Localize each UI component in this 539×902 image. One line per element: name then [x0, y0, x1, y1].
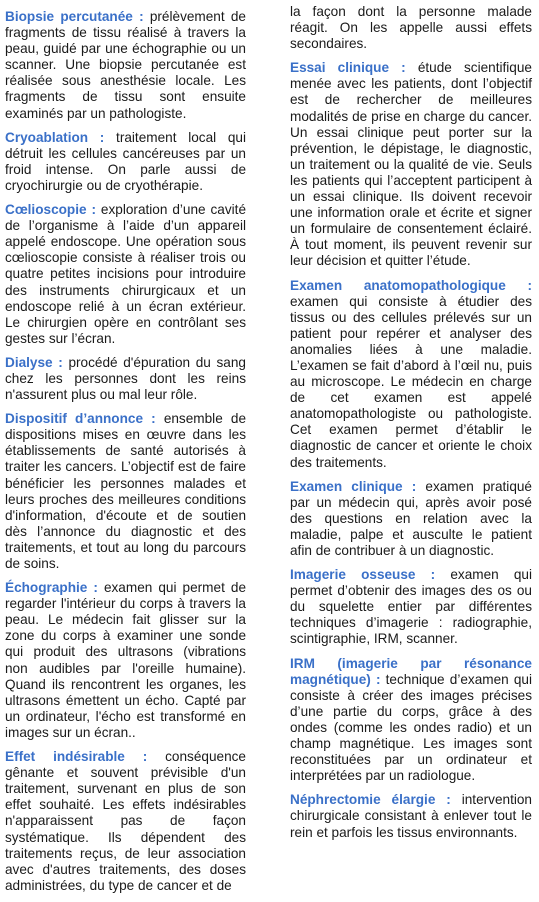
glossary-entry-coelioscopie	[5, 202, 246, 347]
glossary-definition: intervention chirurgicale consistant à enlever tout le rein et parfois les tissus environnants.	[290, 792, 532, 840]
glossary-definition: étude scientifique menée avec les patients, dont l’objectif est de rechercher de meilleures modalités de prise en charge du cancer. Un essai clinique peut porter sur la prévention, le dépistage, le diagnostic, un traitement ou la qualité de vie. Seuls les patients qui l’acceptent participent à un essai clinique. Ils doivent recevoir une information orale et écrite et signer un formulaire de consentement éclairé. À tout moment, ils peuvent revenir sur leur décision et quitter l’étude.	[290, 60, 532, 269]
glossary-term: Effet indésirable :	[5, 749, 148, 765]
glossary-entry-examen-clinique	[290, 479, 532, 559]
glossary-term: Cœlioscopie :	[5, 202, 97, 218]
glossary-entry-nephrectomie	[290, 792, 532, 840]
glossary-entry-irm	[290, 656, 532, 785]
glossary-definition: examen qui permet d’obtenir des images des os ou du squelette entier par différentes techniques d’imagerie : radiographie, scintigraphie, IRM, scanner.	[290, 567, 533, 647]
glossary-term: Examen clinique :	[290, 478, 417, 494]
glossary-definition: exploration d’une cavité de l’organisme à l’aide d’un appareil appelé endoscope. Une opération sous cœlioscopie consiste à réaliser trois ou quatre petites incisions pour introduire des instruments chirurgicaux et un endoscope relié à un écran extérieur. Le chirurgien opère en contrôlant ses gestes sur l’écran.	[5, 202, 247, 346]
glossary-term: Cryoablation :	[5, 129, 105, 145]
glossary-definition: la façon dont la personne malade réagit. On les appelle aussi effets secondaires.	[290, 4, 532, 52]
glossary-entry-essai-clinique	[290, 60, 532, 269]
glossary-term: IRM (imagerie par résonance magnétique) :	[290, 655, 532, 687]
glossary-entry-imagerie-osseuse	[290, 567, 532, 647]
glossary-entry-cryoablation	[5, 130, 246, 194]
glossary-entry-dispositif-annonce	[5, 411, 246, 572]
glossary-term: Néphrectomie élargie :	[290, 792, 451, 808]
glossary-definition: examen qui permet de regarder l'intérieur du corps à travers la peau. Le médecin fait glisser sur la zone du corps à examiner une sonde qui produit des ultrasons (vibrations non audibles par l'oreille humaine). Quand ils rencontrent les organes, les ultrasons émettent un écho. Capté par un ordinateur, l'écho est transformé en images sur un écran..	[5, 580, 247, 740]
glossary-entry-dialyse	[5, 355, 246, 403]
glossary-definition: examen qui consiste à étudier des tissus ou des cellules prélevés sur un patient pour repérer et analyser des anomalies liées à une maladie. L’examen se fait d’abord à l’œil nu, puis au microscope. Le médecin en charge de cet examen est appelé anatomopathologiste ou pathologiste. Cet examen permet d’établir le diagnostic de cancer et oriente le choix des traitements.	[290, 293, 532, 470]
glossary-term: Examen anatomopathologique :	[290, 277, 532, 293]
glossary-term: Échographie :	[5, 580, 98, 596]
glossary-entry-echographie	[5, 580, 246, 741]
glossary-definition: prélèvement de fragments de tissu réalisé à travers la peau, guidé par une échographie ou un scanner. Une biopsie percutanée est réalisée sous anesthésie locale. Les fragments de tissu sont ensuite examinés par un pathologiste.	[5, 9, 246, 121]
glossary-entry-examen-anatomopathologique	[290, 278, 532, 471]
glossary-definition: technique d’examen qui consiste à créer des images précises d’une partie du corps, grâce à des ondes (comme les ondes radio) et un champ magnétique. Les images sont reconstituées par un ordinateur et interprétées par un radiologue.	[290, 671, 532, 784]
glossary-right-column	[290, 4, 532, 849]
glossary-definition: traitement local qui détruit les cellules cancéreuses par un froid intense. On parle aussi de cryochirurgie ou de cryothérapie.	[5, 129, 247, 193]
glossary-definition: examen pratiqué par un médecin qui, après avoir posé des questions en relation avec la maladie, palpe et ausculte le patient afin de contribuer à un diagnostic.	[290, 478, 532, 558]
glossary-definition: conséquence gênante et souvent prévisible d'un traitement, survenant en plus de son effet souhaité. Les effets indésirables n'apparaissent pas de façon systématique. Ils dépendent des traitements reçus, de leur association avec d'autres traitements, des doses administrées, du type de cancer et de	[5, 749, 246, 893]
glossary-term: Imagerie osseuse :	[290, 567, 436, 583]
glossary-definition: ensemble de dispositions mises en œuvre dans les établissements de santé autorisés à traiter les cancers. L’objectif est de faire bénéficier les personnes malades et leurs proches des meilleures conditions d'information, d'écoute et de soutien dès l’annonce du diagnostic et des traitements, et tout au long du parcours de soins.	[5, 411, 246, 571]
glossary-term: Dispositif d’annonce :	[5, 411, 156, 427]
glossary-term: Dialyse :	[5, 354, 63, 370]
glossary-entry-continuation	[290, 4, 532, 52]
glossary-left-column	[5, 9, 246, 902]
glossary-term: Essai clinique :	[290, 60, 406, 76]
glossary-term: Biopsie percutanée :	[5, 9, 144, 24]
glossary-entry-effet-indesirable	[5, 749, 246, 894]
glossary-entry-biopsie	[5, 9, 246, 122]
glossary-definition: procédé d'épuration du sang chez les personnes dont les reins n'assurent plus ou mal leur rôle.	[5, 354, 246, 403]
